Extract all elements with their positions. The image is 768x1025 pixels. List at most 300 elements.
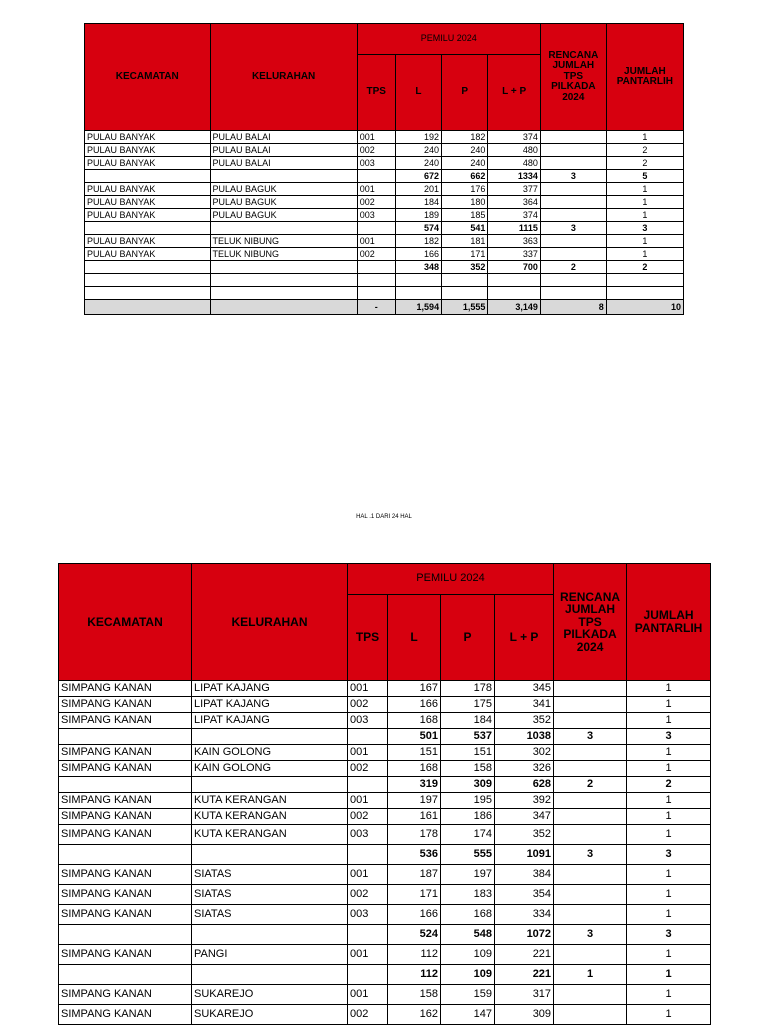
cell-kecamatan bbox=[59, 845, 192, 865]
cell-p: 197 bbox=[441, 865, 495, 885]
cell-kelurahan: LIPAT KAJANG bbox=[192, 681, 348, 697]
cell-tps bbox=[357, 287, 395, 300]
cell-l: 524 bbox=[388, 925, 441, 945]
cell-lp: 345 bbox=[495, 681, 554, 697]
cell-l: 184 bbox=[395, 196, 441, 209]
cell-p: 168 bbox=[441, 905, 495, 925]
cell-rencana bbox=[554, 905, 627, 925]
cell-p: 185 bbox=[442, 209, 488, 222]
cell-tps bbox=[357, 274, 395, 287]
cell-p: 662 bbox=[442, 170, 488, 183]
cell-kelurahan: PULAU BAGUK bbox=[210, 209, 357, 222]
cell-pantarlih: 1 bbox=[627, 681, 711, 697]
cell-p: 186 bbox=[441, 809, 495, 825]
cell-pantarlih: 2 bbox=[627, 777, 711, 793]
header-kecamatan: KECAMATAN bbox=[59, 564, 192, 681]
cell-kecamatan: SIMPANG KANAN bbox=[59, 697, 192, 713]
cell-kelurahan: KUTA KERANGAN bbox=[192, 793, 348, 809]
cell-p: 240 bbox=[442, 157, 488, 170]
cell-lp: 1115 bbox=[488, 222, 541, 235]
cell-pantarlih: 1 bbox=[606, 235, 683, 248]
cell-pantarlih: 1 bbox=[627, 945, 711, 965]
cell-kecamatan bbox=[59, 777, 192, 793]
cell-l: 151 bbox=[388, 745, 441, 761]
cell-lp: 374 bbox=[488, 209, 541, 222]
cell-pantarlih: 1 bbox=[627, 793, 711, 809]
cell-p: 174 bbox=[441, 825, 495, 845]
total-rencana: 8 bbox=[540, 300, 606, 315]
subtotal-row bbox=[85, 222, 684, 235]
cell-kecamatan: SIMPANG KANAN bbox=[59, 825, 192, 845]
table-row bbox=[85, 209, 684, 222]
cell-rencana: 3 bbox=[554, 729, 627, 745]
cell-kelurahan: SIATAS bbox=[192, 885, 348, 905]
voter-table-page-1 bbox=[84, 23, 684, 315]
table-row bbox=[85, 248, 684, 261]
cell-tps: 001 bbox=[357, 235, 395, 248]
cell-pantarlih: 1 bbox=[627, 761, 711, 777]
cell-kecamatan bbox=[59, 729, 192, 745]
cell-kecamatan: PULAU BANYAK bbox=[85, 196, 211, 209]
cell-p: 171 bbox=[442, 248, 488, 261]
cell-kelurahan bbox=[210, 274, 357, 287]
cell-kelurahan: PULAU BALAI bbox=[210, 144, 357, 157]
cell-kelurahan: TELUK NIBUNG bbox=[210, 248, 357, 261]
cell-kecamatan bbox=[85, 261, 211, 274]
cell-rencana bbox=[554, 713, 627, 729]
cell-kelurahan: SUKAREJO bbox=[192, 985, 348, 1005]
cell-p: 178 bbox=[441, 681, 495, 697]
table-row bbox=[59, 697, 711, 713]
cell-tps: 003 bbox=[348, 825, 388, 845]
subtotal-row bbox=[59, 729, 711, 745]
cell-rencana: 1 bbox=[554, 965, 627, 985]
table-row bbox=[85, 287, 684, 300]
cell-kecamatan bbox=[85, 222, 211, 235]
cell-rencana bbox=[540, 183, 606, 196]
cell-kecamatan: SIMPANG KANAN bbox=[59, 865, 192, 885]
table-row bbox=[85, 157, 684, 170]
cell-rencana bbox=[540, 144, 606, 157]
table-row bbox=[59, 885, 711, 905]
cell-lp bbox=[488, 274, 541, 287]
cell-pantarlih bbox=[606, 287, 683, 300]
cell-p: 109 bbox=[441, 965, 495, 985]
table-row bbox=[59, 809, 711, 825]
cell-kecamatan: SIMPANG KANAN bbox=[59, 985, 192, 1005]
cell-kelurahan: TELUK NIBUNG bbox=[210, 235, 357, 248]
cell-l: 240 bbox=[395, 144, 441, 157]
cell-lp: 317 bbox=[495, 985, 554, 1005]
voter-table-page-2 bbox=[58, 563, 711, 1025]
cell-kelurahan: KAIN GOLONG bbox=[192, 745, 348, 761]
cell-p: 309 bbox=[441, 777, 495, 793]
cell-lp: 354 bbox=[495, 885, 554, 905]
cell-kecamatan bbox=[59, 965, 192, 985]
cell-lp: 302 bbox=[495, 745, 554, 761]
cell-p bbox=[442, 287, 488, 300]
subtotal-row bbox=[85, 170, 684, 183]
cell-pantarlih: 1 bbox=[627, 985, 711, 1005]
cell-tps: 003 bbox=[357, 209, 395, 222]
cell-kecamatan bbox=[85, 274, 211, 287]
header-rencana: RENCANA JUMLAH TPS PILKADA 2024 bbox=[554, 564, 627, 681]
cell-pantarlih: 1 bbox=[627, 885, 711, 905]
cell-rencana bbox=[540, 248, 606, 261]
cell-pantarlih: 1 bbox=[627, 809, 711, 825]
cell-lp: 1072 bbox=[495, 925, 554, 945]
table-row bbox=[59, 681, 711, 697]
total-lp: 3,149 bbox=[488, 300, 541, 315]
cell-pantarlih: 3 bbox=[627, 845, 711, 865]
cell-tps: 001 bbox=[348, 793, 388, 809]
cell-tps bbox=[348, 925, 388, 945]
cell-tps: 001 bbox=[348, 681, 388, 697]
cell-kelurahan: PULAU BAGUK bbox=[210, 196, 357, 209]
total-p: 1,555 bbox=[442, 300, 488, 315]
cell-kelurahan bbox=[210, 261, 357, 274]
cell-l: 166 bbox=[388, 697, 441, 713]
cell-tps bbox=[348, 965, 388, 985]
cell-tps bbox=[348, 777, 388, 793]
cell-kecamatan: PULAU BANYAK bbox=[85, 183, 211, 196]
table-row bbox=[85, 144, 684, 157]
header-l: L bbox=[395, 55, 441, 131]
cell-tps: 003 bbox=[357, 157, 395, 170]
cell-rencana bbox=[554, 681, 627, 697]
cell-l bbox=[395, 274, 441, 287]
cell-kelurahan bbox=[192, 965, 348, 985]
cell-lp: 384 bbox=[495, 865, 554, 885]
cell-p: 183 bbox=[441, 885, 495, 905]
table-row bbox=[59, 945, 711, 965]
cell-p: 175 bbox=[441, 697, 495, 713]
cell-tps: 002 bbox=[348, 761, 388, 777]
cell-p: 158 bbox=[441, 761, 495, 777]
cell-lp: 392 bbox=[495, 793, 554, 809]
cell-kecamatan: SIMPANG KANAN bbox=[59, 809, 192, 825]
cell-kecamatan bbox=[59, 925, 192, 945]
cell-tps: 003 bbox=[348, 905, 388, 925]
cell-l: 158 bbox=[388, 985, 441, 1005]
cell-l: 197 bbox=[388, 793, 441, 809]
cell-kelurahan bbox=[192, 729, 348, 745]
cell-lp: 334 bbox=[495, 905, 554, 925]
cell-kecamatan: SIMPANG KANAN bbox=[59, 793, 192, 809]
cell-kecamatan: SIMPANG KANAN bbox=[59, 1005, 192, 1025]
header-kelurahan: KELURAHAN bbox=[210, 24, 357, 131]
cell-kelurahan: SUKAREJO bbox=[192, 1005, 348, 1025]
cell-p: 195 bbox=[441, 793, 495, 809]
cell-kelurahan bbox=[192, 845, 348, 865]
cell-l: 161 bbox=[388, 809, 441, 825]
cell-l: 192 bbox=[395, 131, 441, 144]
header-rencana: RENCANA JUMLAH TPS PILKADA 2024 bbox=[540, 24, 606, 131]
cell-kelurahan: LIPAT KAJANG bbox=[192, 697, 348, 713]
header-pantarlih: JUMLAH PANTARLIH bbox=[627, 564, 711, 681]
cell-rencana bbox=[554, 825, 627, 845]
cell-l: 201 bbox=[395, 183, 441, 196]
header-tps: TPS bbox=[357, 55, 395, 131]
cell-pantarlih: 2 bbox=[606, 261, 683, 274]
cell-lp: 309 bbox=[495, 1005, 554, 1025]
table-row bbox=[85, 196, 684, 209]
subtotal-row bbox=[59, 777, 711, 793]
cell-tps bbox=[348, 845, 388, 865]
cell-kelurahan bbox=[192, 925, 348, 945]
cell-kecamatan: PULAU BANYAK bbox=[85, 131, 211, 144]
cell-lp: 326 bbox=[495, 761, 554, 777]
cell-kelurahan: SIATAS bbox=[192, 865, 348, 885]
cell-l: 319 bbox=[388, 777, 441, 793]
cell-kelurahan: PANGI bbox=[192, 945, 348, 965]
cell-kelurahan: SIATAS bbox=[192, 905, 348, 925]
cell-lp: 352 bbox=[495, 713, 554, 729]
cell-l: 112 bbox=[388, 945, 441, 965]
cell-kecamatan: SIMPANG KANAN bbox=[59, 713, 192, 729]
cell-tps: 002 bbox=[348, 697, 388, 713]
header-pantarlih: JUMLAH PANTARLIH bbox=[606, 24, 683, 131]
cell-rencana bbox=[554, 885, 627, 905]
cell-kecamatan bbox=[85, 287, 211, 300]
cell-p bbox=[442, 274, 488, 287]
cell-pantarlih: 1 bbox=[627, 1005, 711, 1025]
cell-l: 672 bbox=[395, 170, 441, 183]
table-row bbox=[85, 235, 684, 248]
cell-l: 187 bbox=[388, 865, 441, 885]
cell-kecamatan: SIMPANG KANAN bbox=[59, 681, 192, 697]
cell-kelurahan bbox=[192, 777, 348, 793]
cell-lp: 221 bbox=[495, 965, 554, 985]
cell-l: 166 bbox=[395, 248, 441, 261]
cell-rencana bbox=[540, 287, 606, 300]
table-row bbox=[59, 793, 711, 809]
subtotal-row bbox=[59, 845, 711, 865]
cell-lp: 363 bbox=[488, 235, 541, 248]
cell-pantarlih: 3 bbox=[627, 729, 711, 745]
header-p: P bbox=[441, 595, 495, 681]
cell-rencana bbox=[554, 793, 627, 809]
header-pemilu: PEMILU 2024 bbox=[348, 564, 554, 595]
cell-kelurahan bbox=[210, 222, 357, 235]
cell-rencana bbox=[540, 131, 606, 144]
cell-rencana bbox=[554, 1005, 627, 1025]
cell-kelurahan bbox=[210, 287, 357, 300]
cell-pantarlih bbox=[606, 274, 683, 287]
cell-l: 167 bbox=[388, 681, 441, 697]
total-tps: - bbox=[357, 300, 395, 315]
table-row bbox=[59, 713, 711, 729]
cell-rencana: 3 bbox=[554, 925, 627, 945]
cell-tps: 002 bbox=[348, 1005, 388, 1025]
cell-l: 182 bbox=[395, 235, 441, 248]
cell-p: 240 bbox=[442, 144, 488, 157]
header-lp: L + P bbox=[495, 595, 554, 681]
cell-p: 159 bbox=[441, 985, 495, 1005]
cell-pantarlih: 2 bbox=[606, 157, 683, 170]
cell-rencana bbox=[554, 761, 627, 777]
subtotal-row bbox=[85, 261, 684, 274]
header-kelurahan: KELURAHAN bbox=[192, 564, 348, 681]
cell-tps: 002 bbox=[357, 248, 395, 261]
cell-rencana bbox=[540, 235, 606, 248]
cell-kecamatan: SIMPANG KANAN bbox=[59, 745, 192, 761]
cell-tps: 001 bbox=[348, 745, 388, 761]
cell-kecamatan: SIMPANG KANAN bbox=[59, 945, 192, 965]
grand-total-row bbox=[85, 300, 684, 315]
cell-lp: 700 bbox=[488, 261, 541, 274]
cell-lp: 374 bbox=[488, 131, 541, 144]
cell-p: 184 bbox=[441, 713, 495, 729]
table-row bbox=[59, 1005, 711, 1025]
cell-p: 541 bbox=[442, 222, 488, 235]
total-pantarlih: 10 bbox=[606, 300, 683, 315]
cell-l: 168 bbox=[388, 761, 441, 777]
cell-tps: 002 bbox=[348, 885, 388, 905]
cell-lp: 1334 bbox=[488, 170, 541, 183]
cell-lp: 347 bbox=[495, 809, 554, 825]
table-row bbox=[59, 985, 711, 1005]
cell-pantarlih: 1 bbox=[606, 196, 683, 209]
table-row bbox=[59, 865, 711, 885]
header-lp: L + P bbox=[488, 55, 541, 131]
table-row bbox=[85, 131, 684, 144]
cell-lp: 1091 bbox=[495, 845, 554, 865]
table-row bbox=[59, 905, 711, 925]
cell-lp: 352 bbox=[495, 825, 554, 845]
cell-rencana: 2 bbox=[540, 261, 606, 274]
cell-tps bbox=[357, 222, 395, 235]
header-tps: TPS bbox=[348, 595, 388, 681]
cell-p: 352 bbox=[442, 261, 488, 274]
cell-lp bbox=[488, 287, 541, 300]
cell-kecamatan: PULAU BANYAK bbox=[85, 157, 211, 170]
cell-lp: 337 bbox=[488, 248, 541, 261]
header-pemilu: PEMILU 2024 bbox=[357, 24, 540, 55]
table-row bbox=[59, 825, 711, 845]
cell-pantarlih: 1 bbox=[606, 248, 683, 261]
cell-p: 181 bbox=[442, 235, 488, 248]
cell-rencana bbox=[540, 274, 606, 287]
cell-pantarlih: 1 bbox=[627, 825, 711, 845]
cell-pantarlih: 1 bbox=[627, 697, 711, 713]
cell-rencana bbox=[540, 157, 606, 170]
header-l: L bbox=[388, 595, 441, 681]
cell-l: 189 bbox=[395, 209, 441, 222]
table-body bbox=[59, 681, 711, 1025]
cell-rencana: 3 bbox=[540, 170, 606, 183]
cell-l: 348 bbox=[395, 261, 441, 274]
cell-p: 180 bbox=[442, 196, 488, 209]
cell-tps bbox=[357, 170, 395, 183]
cell-l: 178 bbox=[388, 825, 441, 845]
cell-kelurahan: PULAU BALAI bbox=[210, 131, 357, 144]
cell-l: 112 bbox=[388, 965, 441, 985]
cell-tps: 002 bbox=[348, 809, 388, 825]
subtotal-row bbox=[59, 925, 711, 945]
table-row bbox=[59, 745, 711, 761]
cell-rencana bbox=[540, 196, 606, 209]
cell-tps: 001 bbox=[357, 131, 395, 144]
cell-kelurahan: PULAU BAGUK bbox=[210, 183, 357, 196]
cell-kecamatan: SIMPANG KANAN bbox=[59, 761, 192, 777]
cell-lp: 480 bbox=[488, 144, 541, 157]
cell-kecamatan: PULAU BANYAK bbox=[85, 248, 211, 261]
cell-pantarlih: 3 bbox=[627, 925, 711, 945]
cell-l: 171 bbox=[388, 885, 441, 905]
cell-rencana bbox=[554, 985, 627, 1005]
cell-tps: 003 bbox=[348, 713, 388, 729]
table-row bbox=[59, 761, 711, 777]
cell-kecamatan: PULAU BANYAK bbox=[85, 209, 211, 222]
cell-rencana: 2 bbox=[554, 777, 627, 793]
cell-l: 162 bbox=[388, 1005, 441, 1025]
cell-pantarlih: 3 bbox=[606, 222, 683, 235]
cell-lp: 480 bbox=[488, 157, 541, 170]
cell-p: 109 bbox=[441, 945, 495, 965]
cell-kelurahan: PULAU BALAI bbox=[210, 157, 357, 170]
cell-rencana bbox=[554, 865, 627, 885]
cell-l: 536 bbox=[388, 845, 441, 865]
cell-tps bbox=[348, 729, 388, 745]
cell-tps: 001 bbox=[348, 865, 388, 885]
cell-tps bbox=[357, 261, 395, 274]
cell-tps: 002 bbox=[357, 196, 395, 209]
cell-l: 240 bbox=[395, 157, 441, 170]
cell-pantarlih: 1 bbox=[606, 131, 683, 144]
cell-l: 168 bbox=[388, 713, 441, 729]
cell-kelurahan: KUTA KERANGAN bbox=[192, 825, 348, 845]
cell-kelurahan: KUTA KERANGAN bbox=[192, 809, 348, 825]
cell-pantarlih: 2 bbox=[606, 144, 683, 157]
cell-pantarlih: 1 bbox=[627, 713, 711, 729]
cell-p: 537 bbox=[441, 729, 495, 745]
cell-kecamatan: PULAU BANYAK bbox=[85, 235, 211, 248]
cell-kecamatan bbox=[85, 170, 211, 183]
cell-lp: 1038 bbox=[495, 729, 554, 745]
cell-tps: 001 bbox=[348, 985, 388, 1005]
table-row bbox=[85, 183, 684, 196]
cell-pantarlih: 1 bbox=[606, 209, 683, 222]
cell-rencana bbox=[554, 697, 627, 713]
cell-rencana bbox=[554, 809, 627, 825]
cell-rencana bbox=[554, 945, 627, 965]
header-p: P bbox=[442, 55, 488, 131]
cell-tps: 001 bbox=[348, 945, 388, 965]
cell-l bbox=[395, 287, 441, 300]
cell-kecamatan: PULAU BANYAK bbox=[85, 144, 211, 157]
total-l: 1,594 bbox=[395, 300, 441, 315]
cell-kelurahan bbox=[210, 170, 357, 183]
cell-p: 182 bbox=[442, 131, 488, 144]
table-body bbox=[85, 131, 684, 300]
cell-pantarlih: 1 bbox=[627, 905, 711, 925]
cell-tps: 001 bbox=[357, 183, 395, 196]
cell-lp: 377 bbox=[488, 183, 541, 196]
cell-p: 548 bbox=[441, 925, 495, 945]
cell-l: 166 bbox=[388, 905, 441, 925]
cell-rencana: 3 bbox=[554, 845, 627, 865]
header-kecamatan: KECAMATAN bbox=[85, 24, 211, 131]
cell-kelurahan: KAIN GOLONG bbox=[192, 761, 348, 777]
cell-kecamatan: SIMPANG KANAN bbox=[59, 905, 192, 925]
cell-kecamatan: SIMPANG KANAN bbox=[59, 885, 192, 905]
cell-pantarlih: 1 bbox=[627, 865, 711, 885]
cell-lp: 341 bbox=[495, 697, 554, 713]
cell-rencana bbox=[540, 209, 606, 222]
cell-l: 574 bbox=[395, 222, 441, 235]
cell-p: 151 bbox=[441, 745, 495, 761]
